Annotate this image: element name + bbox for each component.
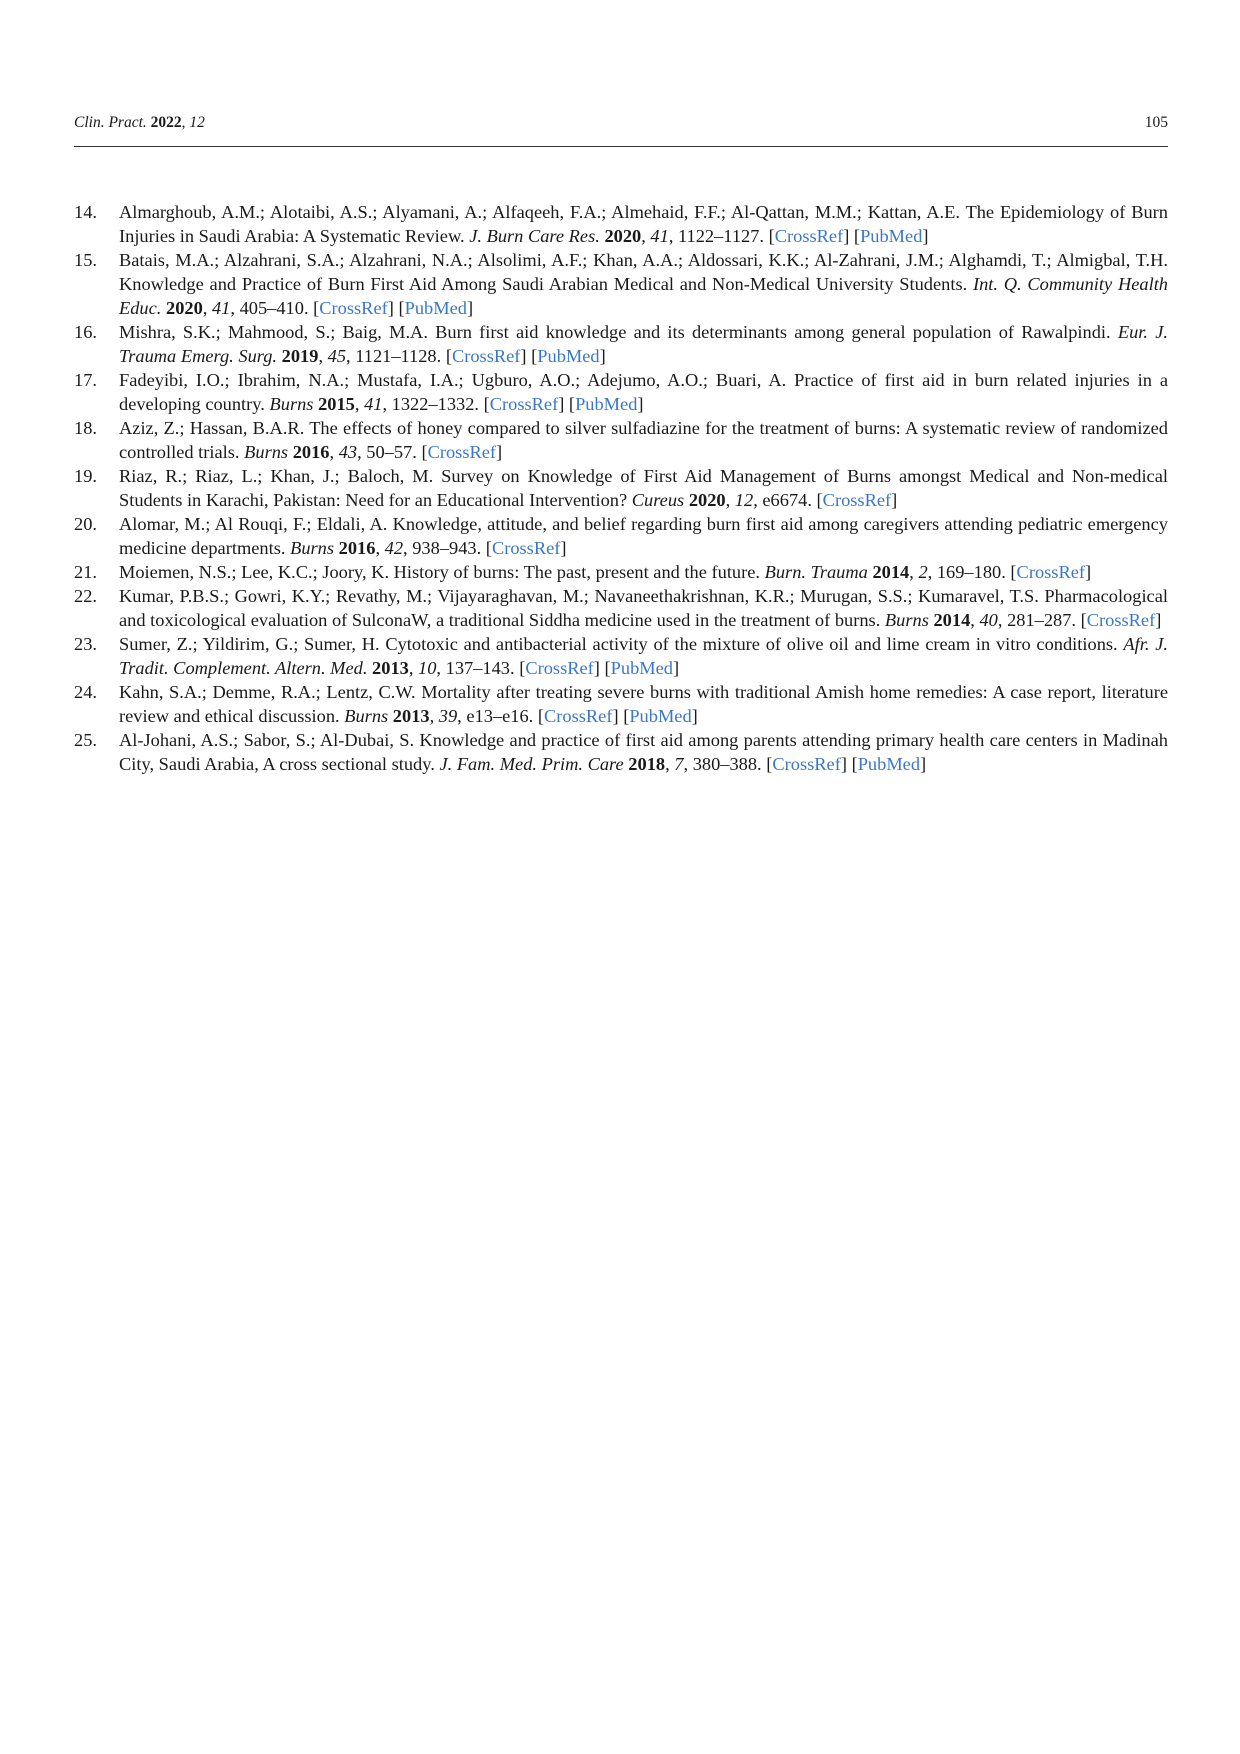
crossref-link[interactable]: CrossRef bbox=[544, 706, 613, 726]
reference-volume: 41 bbox=[364, 394, 383, 414]
reference-body: Sumer, Z.; Yildirim, G.; Sumer, H. Cytotoxic and antibacterial activity of the mixture of olive oil and lime cream in vitro conditions. Afr. J. Tradit. Complement. Altern. Med. 2013, 10, 137–143. [CrossRef] [PubMed] bbox=[119, 634, 1168, 678]
pubmed-link[interactable]: PubMed bbox=[860, 226, 923, 246]
reference-number: 23. bbox=[74, 634, 97, 654]
pubmed-link[interactable]: PubMed bbox=[575, 394, 638, 414]
page-number: 105 bbox=[1144, 114, 1168, 131]
reference-authors-title: Moiemen, N.S.; Lee, K.C.; Joory, K. History of burns: The past, present and the future. bbox=[119, 562, 761, 582]
reference-body: Al-Johani, A.S.; Sabor, S.; Al-Dubai, S. Knowledge and practice of first aid among parents attending primary health care centers in Madinah City, Saudi Arabia, A cross sectional study. J. Fam. Med. Prim. Care 2018, 7, 380–388. [CrossRef] [PubMed] bbox=[119, 730, 1168, 774]
reference-pages: e13–e16. bbox=[466, 706, 534, 726]
reference-body: Fadeyibi, I.O.; Ibrahim, N.A.; Mustafa, I.A.; Ugburo, A.O.; Adejumo, A.O.; Buari, A. Practice of first aid in burn related injuries in a developing country. Burns 2015, 41, 1322–1332. [CrossRef] [PubMed] bbox=[119, 370, 1168, 414]
reference-year: 2020 bbox=[166, 298, 203, 318]
reference-item bbox=[74, 512, 1168, 560]
reference-volume: 40 bbox=[979, 610, 998, 630]
reference-journal: Burn. Trauma bbox=[764, 562, 868, 582]
reference-body: Almarghoub, A.M.; Alotaibi, A.S.; Alyamani, A.; Alfaqeeh, F.A.; Almehaid, F.F.; Al-Qattan, M.M.; Kattan, A.E. The Epidemiology of Burn Injuries in Saudi Arabia: A Systematic Review. J. Burn Care Res. 2020, 41, 1122–1127. [CrossRef] [PubMed] bbox=[119, 202, 1168, 246]
reference-year: 2020 bbox=[604, 226, 642, 246]
reference-number: 15. bbox=[74, 250, 97, 270]
reference-number: 20. bbox=[74, 514, 97, 534]
reference-journal: J. Fam. Med. Prim. Care bbox=[439, 754, 624, 774]
journal-volume: 12 bbox=[189, 114, 205, 131]
reference-number: 22. bbox=[74, 586, 97, 606]
reference-volume: 2 bbox=[918, 562, 928, 582]
reference-body: Batais, M.A.; Alzahrani, S.A.; Alzahrani, N.A.; Alsolimi, A.F.; Khan, A.A.; Aldossari, K.K.; Al-Zahrani, J.M.; Alghamdi, T.; Almigbal, T.H. Knowledge and Practice of Burn First Aid Among Saudi Arabian Medical and Non-Medical University Students. Int. Q. Community Health Educ. 2020, 41, 405–410. [CrossRef] [PubMed] bbox=[119, 250, 1168, 318]
crossref-link[interactable]: CrossRef bbox=[774, 226, 844, 246]
reference-item bbox=[74, 320, 1168, 368]
crossref-link[interactable]: CrossRef bbox=[491, 538, 561, 558]
reference-list bbox=[74, 200, 1168, 776]
reference-journal: Int. Q. Community Health Educ. bbox=[119, 274, 1168, 318]
reference-body: Kahn, S.A.; Demme, R.A.; Lentz, C.W. Mortality after treating severe burns with traditional Amish home remedies: A case report, literature review and ethical discussion. Burns 2013, 39, e13–e16. [CrossRef] [PubMed] bbox=[119, 682, 1168, 726]
reference-item bbox=[74, 248, 1168, 320]
crossref-link[interactable]: CrossRef bbox=[772, 754, 841, 774]
running-header bbox=[74, 114, 1168, 138]
reference-authors-title: Aziz, Z.; Hassan, B.A.R. The effects of honey compared to silver sulfadiazine for the treatment of burns: A systematic review of randomized controlled trials. bbox=[119, 418, 1168, 462]
reference-pages: 380–388. bbox=[692, 754, 762, 774]
reference-item bbox=[74, 200, 1168, 248]
pubmed-link[interactable]: PubMed bbox=[404, 298, 467, 318]
reference-volume: 42 bbox=[384, 538, 404, 558]
reference-authors-title: Riaz, R.; Riaz, L.; Khan, J.; Baloch, M. Survey on Knowledge of First Aid Management of Burns amongst Medical and Non-medical Students in Karachi, Pakistan: Need for an Educational Intervention? bbox=[119, 466, 1168, 510]
reference-item bbox=[74, 728, 1168, 776]
reference-body: Moiemen, N.S.; Lee, K.C.; Joory, K. History of burns: The past, present and the future. Burn. Trauma 2014, 2, 169–180. [CrossRef] bbox=[119, 562, 1092, 582]
reference-volume: 39 bbox=[438, 706, 458, 726]
pubmed-link[interactable]: PubMed bbox=[537, 346, 600, 366]
reference-journal: Cureus bbox=[631, 490, 685, 510]
reference-pages: 938–943. bbox=[412, 538, 482, 558]
reference-body: Aziz, Z.; Hassan, B.A.R. The effects of honey compared to silver sulfadiazine for the treatment of burns: A systematic review of randomized controlled trials. Burns 2016, 43, 50–57. [CrossRef] bbox=[119, 418, 1168, 462]
crossref-link[interactable]: CrossRef bbox=[427, 442, 497, 462]
reference-pages: 169–180. bbox=[936, 562, 1006, 582]
crossref-link[interactable]: CrossRef bbox=[822, 490, 892, 510]
reference-pages: 405–410. bbox=[239, 298, 309, 318]
reference-pages: 1121–1128. bbox=[355, 346, 442, 366]
reference-volume: 43 bbox=[338, 442, 358, 462]
reference-journal: Eur. J. Trauma Emerg. Surg. bbox=[119, 322, 1168, 366]
reference-pages: 1322–1332. bbox=[391, 394, 480, 414]
reference-pages: 50–57. bbox=[366, 442, 417, 462]
reference-volume: 12 bbox=[734, 490, 754, 510]
reference-pages: e6674. bbox=[762, 490, 812, 510]
pubmed-link[interactable]: PubMed bbox=[629, 706, 692, 726]
reference-journal: Burns bbox=[290, 538, 335, 558]
reference-number: 19. bbox=[74, 466, 97, 486]
reference-authors-title: Fadeyibi, I.O.; Ibrahim, N.A.; Mustafa, I.A.; Ugburo, A.O.; Adejumo, A.O.; Buari, A. Practice of first aid in burn related injuries in a developing country. bbox=[119, 370, 1168, 414]
reference-item bbox=[74, 680, 1168, 728]
reference-authors-title: Batais, M.A.; Alzahrani, S.A.; Alzahrani, N.A.; Alsolimi, A.F.; Khan, A.A.; Aldossari, K.K.; Al-Zahrani, J.M.; Alghamdi, T.; Almigbal, T.H. Knowledge and Practice of Burn First Aid Among Saudi Arabian Medical and Non-Medical University Students. bbox=[119, 250, 1168, 294]
reference-item bbox=[74, 464, 1168, 512]
reference-volume: 45 bbox=[327, 346, 347, 366]
reference-year: 2020 bbox=[688, 490, 726, 510]
crossref-link[interactable]: CrossRef bbox=[1086, 610, 1156, 630]
crossref-link[interactable]: CrossRef bbox=[319, 298, 388, 318]
reference-number: 21. bbox=[74, 562, 97, 582]
reference-number: 24. bbox=[74, 682, 97, 702]
reference-authors-title: Mishra, S.K.; Mahmood, S.; Baig, M.A. Burn first aid knowledge and its determinants among general population of Rawalpindi. bbox=[119, 322, 1111, 342]
reference-pages: 1122–1127. bbox=[678, 226, 765, 246]
reference-number: 16. bbox=[74, 322, 97, 342]
reference-item bbox=[74, 560, 1168, 584]
reference-year: 2013 bbox=[392, 706, 430, 726]
reference-number: 17. bbox=[74, 370, 97, 390]
reference-volume: 10 bbox=[418, 658, 437, 678]
reference-item bbox=[74, 632, 1168, 680]
reference-year: 2016 bbox=[292, 442, 330, 462]
reference-year: 2014 bbox=[872, 562, 910, 582]
journal-abbrev: Clin. Pract. bbox=[74, 114, 147, 131]
header-divider bbox=[74, 146, 1168, 147]
reference-volume: 41 bbox=[650, 226, 669, 246]
reference-year: 2013 bbox=[372, 658, 409, 678]
reference-item bbox=[74, 368, 1168, 416]
reference-body: Alomar, M.; Al Rouqi, F.; Eldali, A. Knowledge, attitude, and belief regarding burn first aid among caregivers attending pediatric emergency medicine departments. Burns 2016, 42, 938–943. [CrossRef] bbox=[119, 514, 1168, 558]
reference-authors-title: Sumer, Z.; Yildirim, G.; Sumer, H. Cytotoxic and antibacterial activity of the mixture of olive oil and lime cream in vitro conditions. bbox=[119, 634, 1118, 654]
crossref-link[interactable]: CrossRef bbox=[525, 658, 594, 678]
reference-year: 2019 bbox=[281, 346, 319, 366]
reference-year: 2016 bbox=[338, 538, 376, 558]
journal-citation: Clin. Pract. 2022, 12 bbox=[74, 114, 205, 131]
reference-year: 2014 bbox=[933, 610, 971, 630]
reference-body: Mishra, S.K.; Mahmood, S.; Baig, M.A. Burn first aid knowledge and its determinants among general population of Rawalpindi. Eur. J. Trauma Emerg. Surg. 2019, 45, 1121–1128. [CrossRef] [PubMed] bbox=[119, 322, 1168, 366]
reference-journal: J. Burn Care Res. bbox=[469, 226, 600, 246]
reference-authors-title: Alomar, M.; Al Rouqi, F.; Eldali, A. Knowledge, attitude, and belief regarding burn first aid among caregivers attending pediatric emergency medicine departments. bbox=[119, 514, 1168, 558]
reference-body: Kumar, P.B.S.; Gowri, K.Y.; Revathy, M.; Vijayaraghavan, M.; Navaneethakrishnan, K.R.; Murugan, S.S.; Kumaravel, T.S. Pharmacological and toxicological evaluation of SulconaW, a traditional Siddha medicine used in the treatment of burns. Burns 2014, 40, 281–287. [CrossRef] bbox=[119, 586, 1168, 630]
reference-number: 25. bbox=[74, 730, 97, 750]
reference-authors-title: Almarghoub, A.M.; Alotaibi, A.S.; Alyamani, A.; Alfaqeeh, F.A.; Almehaid, F.F.; Al-Qattan, M.M.; Kattan, A.E. The Epidemiology of Burn Injuries in Saudi Arabia: A Systematic Review. bbox=[119, 202, 1168, 246]
crossref-link[interactable]: CrossRef bbox=[451, 346, 521, 366]
reference-item bbox=[74, 416, 1168, 464]
reference-journal: Burns bbox=[244, 442, 289, 462]
crossref-link[interactable]: CrossRef bbox=[489, 394, 559, 414]
reference-authors-title: Kumar, P.B.S.; Gowri, K.Y.; Revathy, M.; Vijayaraghavan, M.; Navaneethakrishnan, K.R.; Murugan, S.S.; Kumaravel, T.S. Pharmacological and toxicological evaluation of SulconaW, a traditional Siddha medicine used in the treatment of burns. bbox=[119, 586, 1168, 630]
reference-item bbox=[74, 584, 1168, 632]
reference-number: 14. bbox=[74, 202, 97, 222]
journal-year: 2022 bbox=[150, 114, 182, 131]
reference-authors-title: Kahn, S.A.; Demme, R.A.; Lentz, C.W. Mortality after treating severe burns with traditional Amish home remedies: A case report, literature review and ethical discussion. bbox=[119, 682, 1168, 726]
reference-volume: 7 bbox=[674, 754, 684, 774]
reference-journal: Afr. J. Tradit. Complement. Altern. Med. bbox=[119, 634, 1168, 678]
reference-number: 18. bbox=[74, 418, 97, 438]
pubmed-link[interactable]: PubMed bbox=[610, 658, 673, 678]
pubmed-link[interactable]: PubMed bbox=[857, 754, 921, 774]
reference-volume: 41 bbox=[211, 298, 231, 318]
reference-journal: Burns bbox=[884, 610, 929, 630]
reference-pages: 281–287. bbox=[1007, 610, 1077, 630]
reference-year: 2015 bbox=[318, 394, 355, 414]
reference-body: Riaz, R.; Riaz, L.; Khan, J.; Baloch, M. Survey on Knowledge of First Aid Management of Burns amongst Medical and Non-medical Students in Karachi, Pakistan: Need for an Educational Intervention? Cureus 2020, 12, e6674. [CrossRef] bbox=[119, 466, 1168, 510]
crossref-link[interactable]: CrossRef bbox=[1016, 562, 1085, 582]
reference-authors-title: Al-Johani, A.S.; Sabor, S.; Al-Dubai, S. Knowledge and practice of first aid among parents attending primary health care centers in Madinah City, Saudi Arabia, A cross sectional study. bbox=[119, 730, 1168, 774]
reference-pages: 137–143. bbox=[445, 658, 515, 678]
reference-journal: Burns bbox=[344, 706, 389, 726]
reference-year: 2018 bbox=[628, 754, 666, 774]
reference-journal: Burns bbox=[269, 394, 314, 414]
